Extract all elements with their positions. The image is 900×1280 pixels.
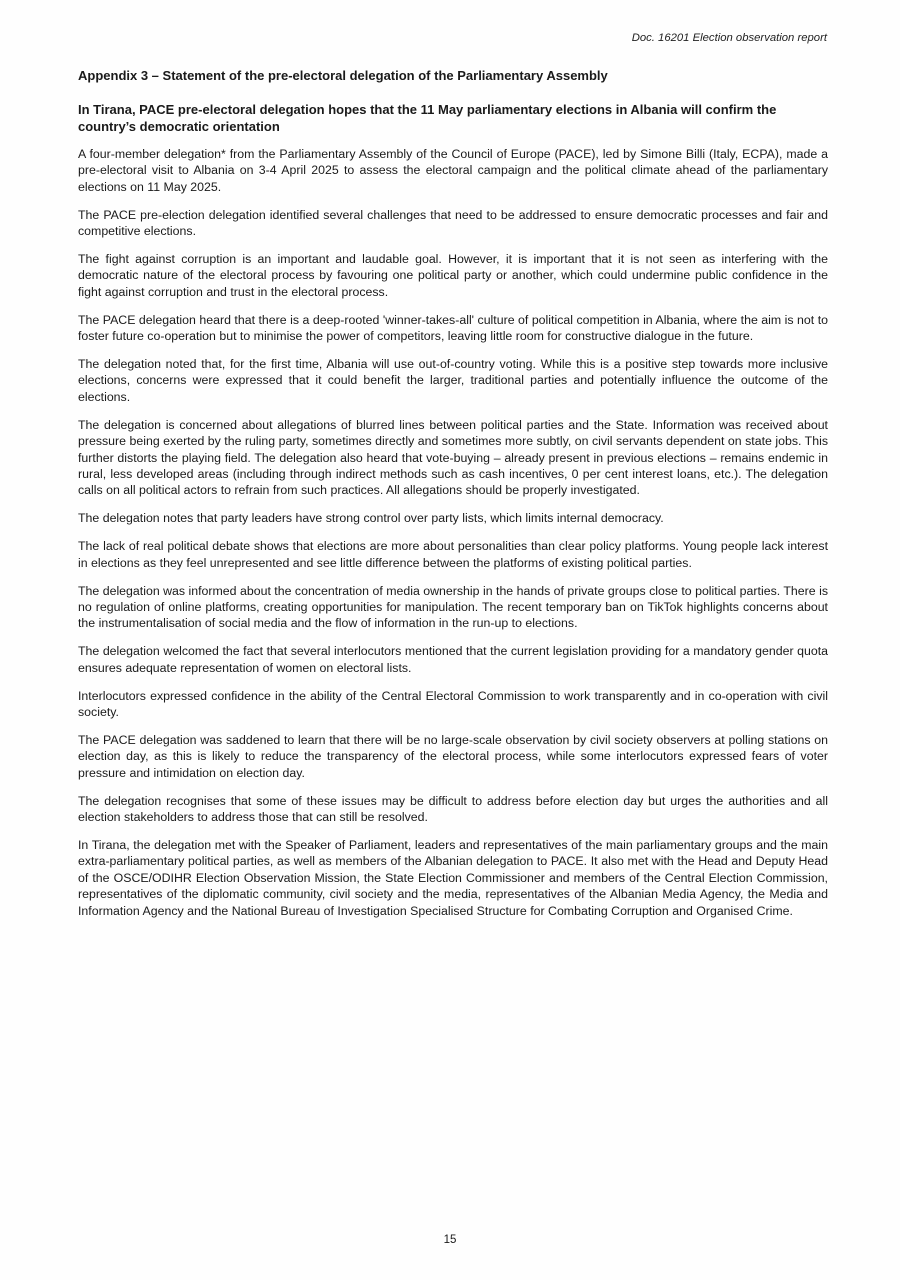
statement-headline: In Tirana, PACE pre-electoral delegation hopes that the 11 May parliamentary elections in Albania will confirm the country’s democratic orientation [78,102,777,134]
paragraph: In Tirana, the delegation met with the Speaker of Parliament, leaders and representatives of the main parliamentary groups and the main extra-parliamentary political parties, as well as members of the Albanian delegation to PACE. It also met with the Head and Deputy Head of the OSCE/ODIHR Election Observation Mission, the State Election Commissioner and members of the Central Election Commission, representatives of the diplomatic community, civil society and the media, representatives of the Albanian Media Agency, the Media and Information Agency and the National Bureau of Investigation Specialised Structure for Combating Corruption and Organised Crime. [78,837,828,918]
running-header: Doc. 16201 Election observation report [631,32,827,44]
paragraph: The lack of real political debate shows that elections are more about personalities than clear policy platforms. Young people lack interest in elections as they feel unrepresented and see little difference between the platforms of existing political parties. [78,539,828,570]
paragraph: The delegation recognises that some of these issues may be difficult to address before election day but urges the authorities and all election stakeholders to address those that can still be resolved. [78,793,828,824]
paragraph: The delegation was informed about the concentration of media ownership in the hands of private groups close to political parties. There is no regulation of online platforms, creating opportunities for manipulation. The recent temporary ban on TikTok highlights concerns about the instrumentalisation of social media and the flow of information in the run-up to elections. [78,583,828,631]
paragraph: The fight against corruption is an important and laudable goal. However, it is important that it is not seen as interfering with the democratic nature of the electoral process by favouring one political party or another, which could undermine public confidence in the fight against corruption and trust in the electoral process. [78,252,828,299]
page-number: 15 [443,1234,457,1246]
paragraph: The delegation noted that, for the first time, Albania will use out-of-country voting. While this is a positive step towards more inclusive elections, concerns were expressed that it could benefit the larger, traditional parties and potentially influence the outcome of the elections. [78,357,828,404]
paragraph: The PACE delegation heard that there is a deep-rooted 'winner-takes-all' culture of political competition in Albania, where the aim is not to foster future co-operation but to minimise the power of competitors, leaving little room for constructive dialogue in the future. [78,312,828,344]
paragraph: Interlocutors expressed confidence in the ability of the Central Electoral Commission to work transparently and in co-operation with civil society. [78,688,828,719]
appendix-heading: Appendix 3 – Statement of the pre-electoral delegation of the Parliamentary Assembly [78,68,608,83]
page-body [78,68,828,930]
paragraph: The delegation is concerned about allegations of blurred lines between political parties and the State. Information was received about pressure being exerted by the ruling party, sometimes directly and sometimes more subtly, on civil servants dependent on state jobs. This further distorts the playing field. The delegation also heard that vote-buying – already present in previous elections – remains endemic in rural, less developed areas (including through indirect methods such as cash incentives, 0 per cent interest loans, etc.). The delegation calls on all political actors to refrain from such practices. All allegations should be properly investigated. [78,417,828,498]
paragraph: The delegation welcomed the fact that several interlocutors mentioned that the current legislation providing for a mandatory gender quota ensures adequate representation of women on electoral lists. [78,644,828,675]
paragraph: The delegation notes that party leaders have strong control over party lists, which limits internal democracy. [78,511,664,526]
paragraph: A four-member delegation* from the Parliamentary Assembly of the Council of Europe (PACE), led by Simone Billi (Italy, ECPA), made a pre-electoral visit to Albania on 3-4 April 2025 to assess the electoral campaign and the political climate ahead of the parliamentary elections on 11 May 2025. [78,147,828,194]
paragraph: The PACE delegation was saddened to learn that there will be no large-scale observation by civil society observers at polling stations on election day, as this is likely to reduce the transparency of the electoral process, while some interlocutors expressed fears of voter pressure and intimidation on election day. [78,732,828,780]
paragraph: The PACE pre-election delegation identified several challenges that need to be addressed to ensure democratic processes and fair and competitive elections. [78,207,828,239]
